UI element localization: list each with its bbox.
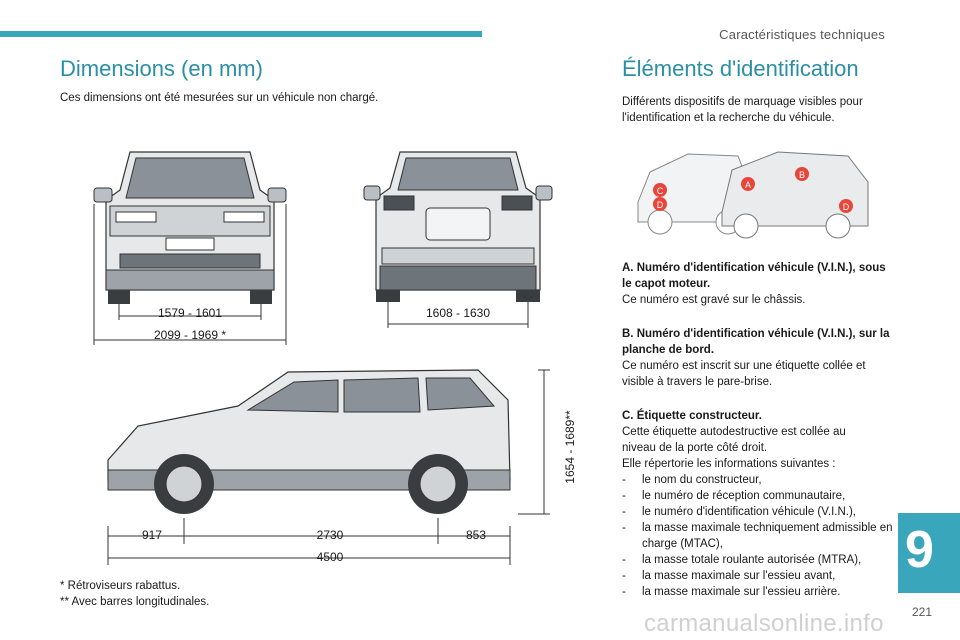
marker-c: C bbox=[656, 186, 664, 196]
marker-b: B bbox=[798, 170, 806, 180]
info-list bbox=[622, 472, 894, 600]
section-a-heading: A. Numéro d'identification véhicule (V.I.N.), sous le capot moteur. bbox=[622, 262, 886, 290]
section-b-heading: B. Numéro d'identification véhicule (V.I.N.), sur la planche de bord. bbox=[622, 328, 890, 356]
list-item: - le numéro d'identification véhicule (V.I.N.), bbox=[622, 504, 894, 520]
marker-d-left: D bbox=[656, 200, 664, 210]
section-c-heading: C. Étiquette constructeur. bbox=[622, 410, 762, 422]
chapter-title: Caractéristiques techniques bbox=[719, 27, 885, 42]
wheelbase-label: 2730 bbox=[316, 528, 344, 542]
dimensions-intro: Ces dimensions ont été mesurées sur un véhicule non chargé. bbox=[60, 92, 379, 104]
list-item: - le nom du constructeur, bbox=[622, 472, 894, 488]
rear-track-label: 1608 - 1630 bbox=[425, 306, 491, 320]
list-item: - la masse totale roulante autorisée (MTRA), bbox=[622, 552, 894, 568]
car-side-view bbox=[98, 360, 558, 575]
page-number: 221 bbox=[912, 605, 933, 619]
section-a-body: Ce numéro est gravé sur le châssis. bbox=[622, 294, 806, 306]
header-accent-bar bbox=[0, 31, 482, 37]
marker-d-right: D bbox=[842, 202, 850, 212]
marker-a: A bbox=[744, 180, 752, 190]
car-rear-view bbox=[362, 140, 554, 332]
front-track-label: 1579 - 1601 bbox=[157, 306, 223, 320]
footnote-2: ** Avec barres longitudinales. bbox=[60, 596, 210, 608]
list-item: - la masse maximale sur l'essieu arrière. bbox=[622, 584, 894, 600]
length-label: 4500 bbox=[316, 550, 344, 564]
identification-title: Éléments d'identification bbox=[622, 56, 859, 81]
front-width-label: 2099 - 1969 * bbox=[153, 328, 227, 342]
section-c-body: Cette étiquette autodestructive est collée au niveau de la porte côté droit. bbox=[622, 426, 846, 454]
list-intro: Elle répertorie les informations suivantes : bbox=[622, 458, 836, 470]
height-label: 1654 - 1689** bbox=[563, 410, 577, 484]
front-overhang-label: 917 bbox=[141, 528, 163, 542]
rear-overhang-label: 853 bbox=[465, 528, 487, 542]
dimensions-title: Dimensions (en mm) bbox=[60, 56, 263, 81]
list-item: - le numéro de réception communautaire, bbox=[622, 488, 894, 504]
identification-illustration bbox=[628, 142, 878, 242]
footnote-1: * Rétroviseurs rabattus. bbox=[60, 580, 181, 592]
section-b-body: Ce numéro est inscrit sur une étiquette collée et visible à travers le pare-brise. bbox=[622, 360, 866, 388]
chapter-number: 9 bbox=[905, 521, 934, 579]
list-item: - la masse maximale techniquement admissible en charge (MTAC), bbox=[622, 520, 894, 552]
identification-intro: Différents dispositifs de marquage visibles pour l'identification et la recherche du véhicule. bbox=[622, 96, 863, 124]
watermark: carmanualsonline.info bbox=[644, 610, 884, 637]
list-item: - la masse maximale sur l'essieu avant, bbox=[622, 568, 894, 584]
